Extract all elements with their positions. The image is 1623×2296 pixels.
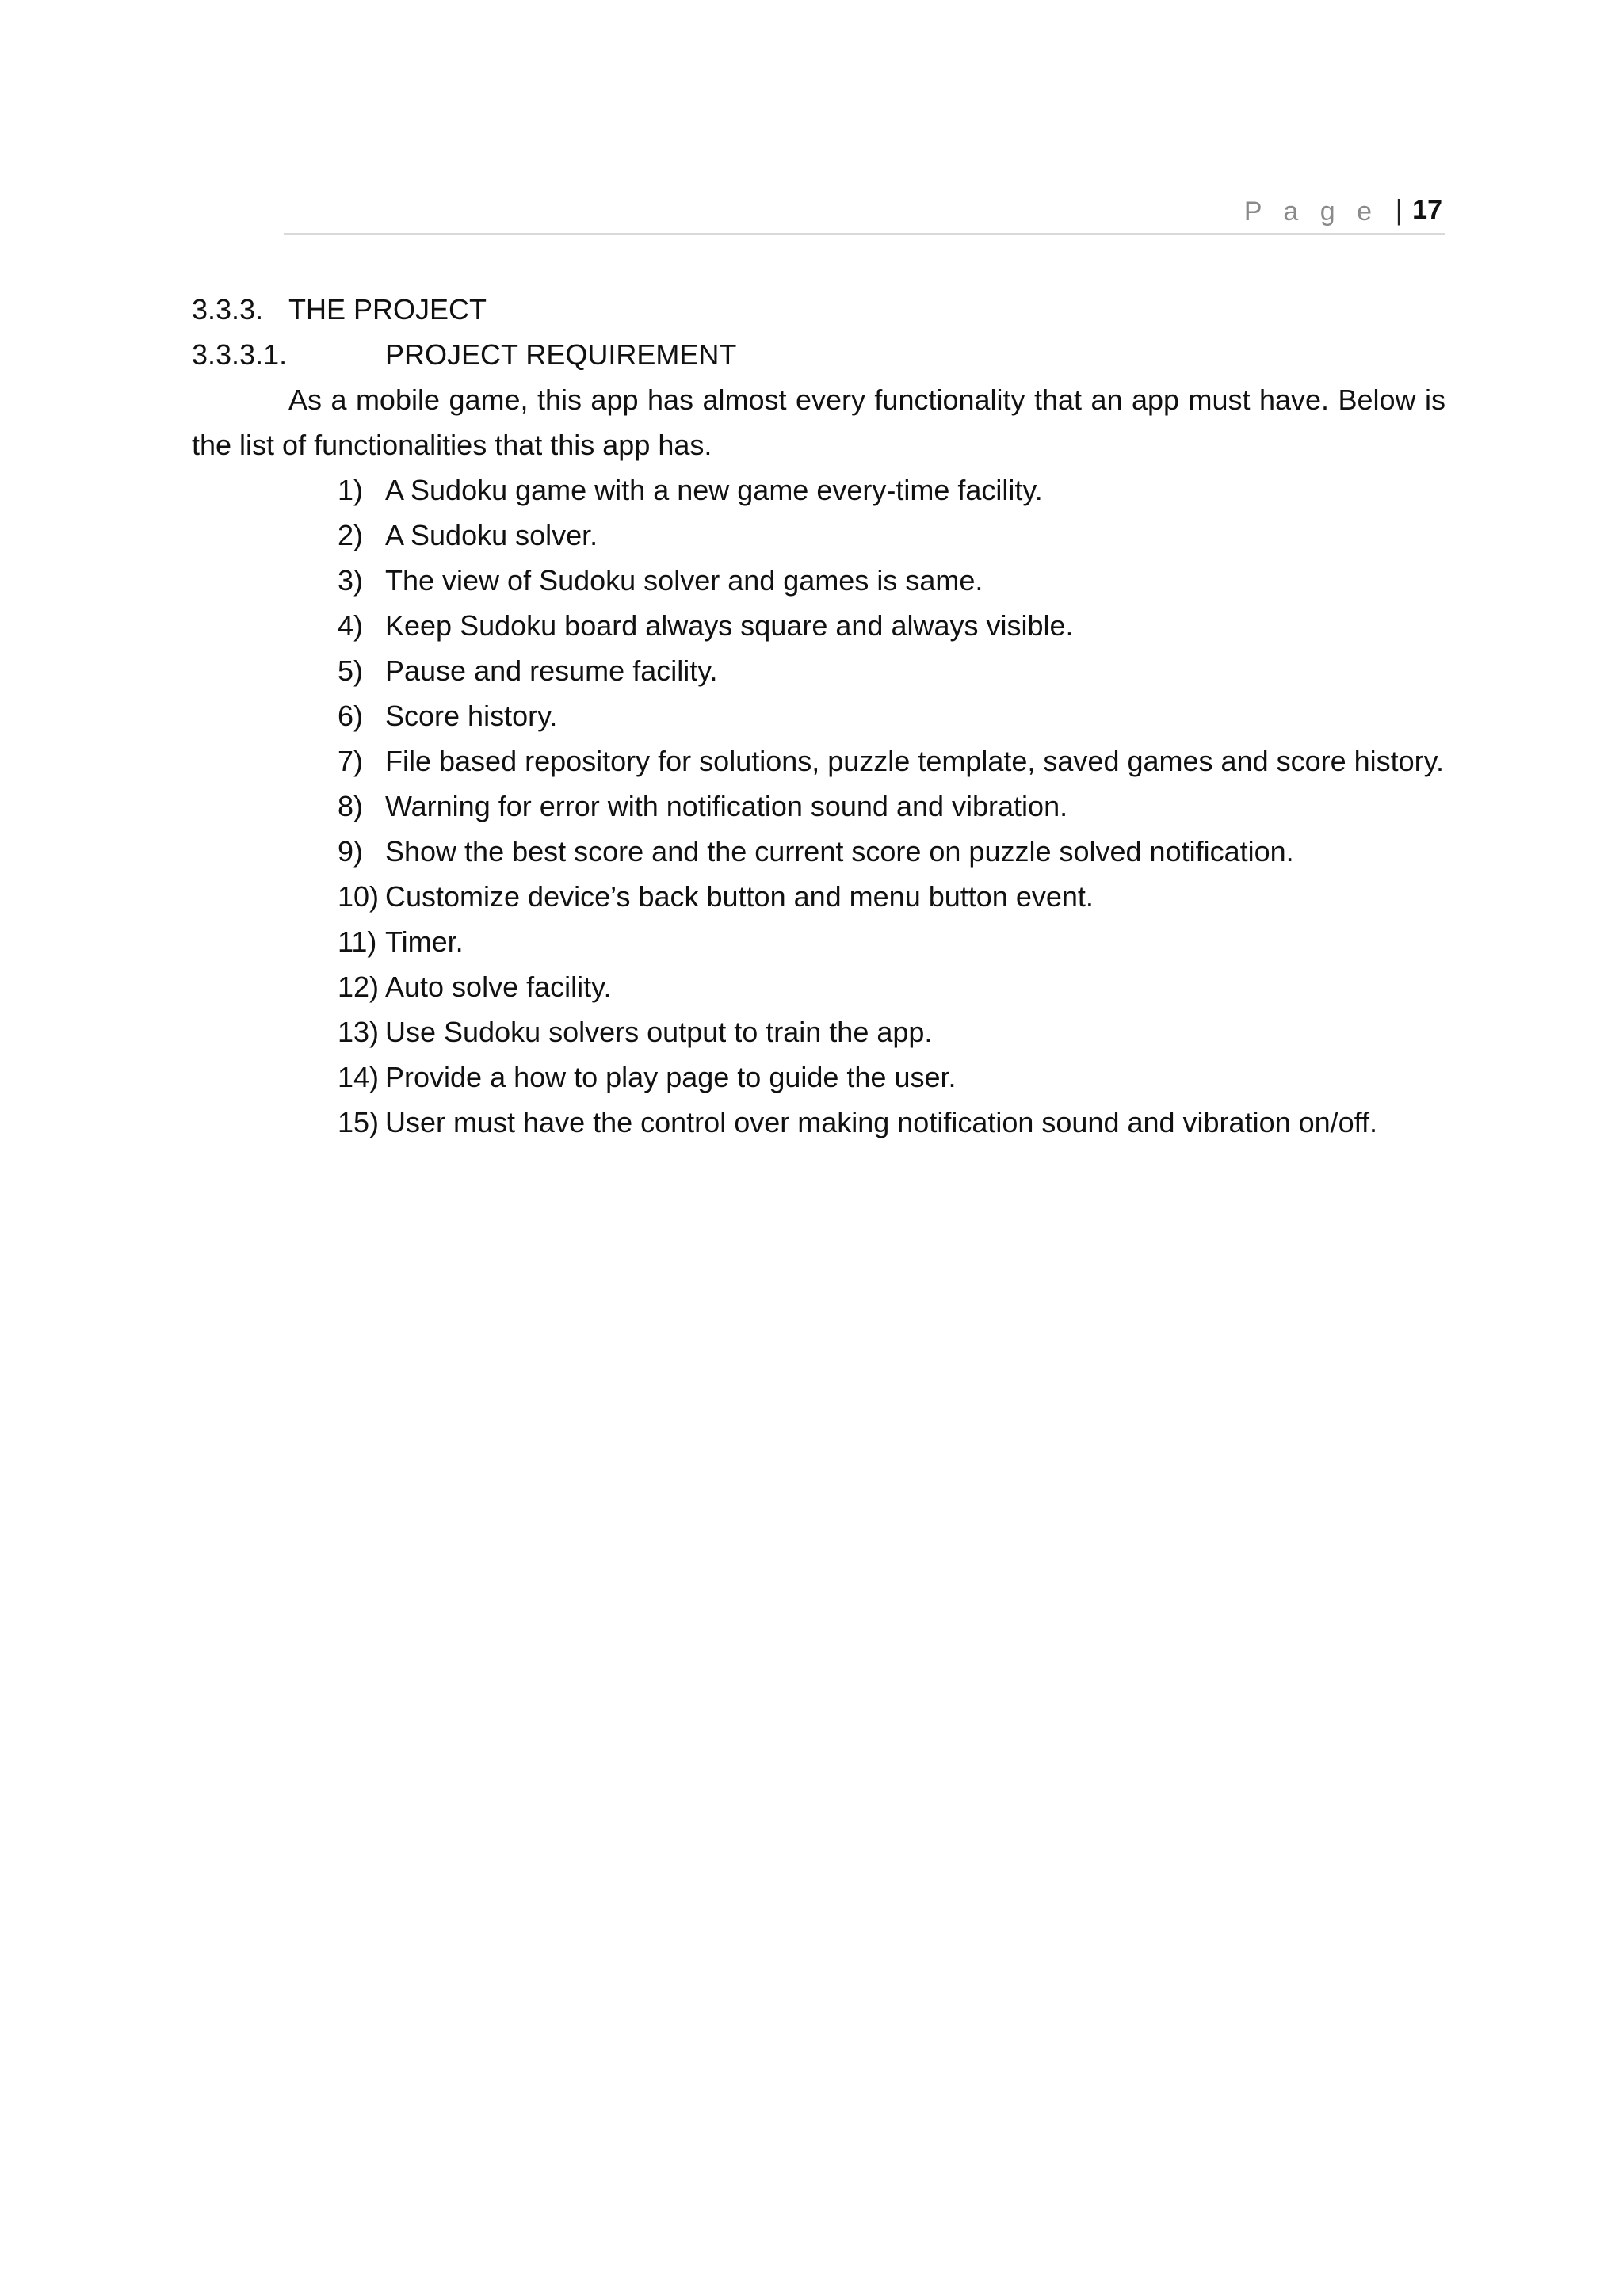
list-item-text: Pause and resume facility.	[385, 654, 718, 687]
list-item-number: 2)	[338, 519, 364, 551]
section-heading	[192, 287, 1445, 332]
list-item-text: Provide a how to play page to guide the user.	[385, 1061, 957, 1093]
page-label: P a g e	[1243, 196, 1379, 227]
list-item-number: 14)	[338, 1061, 380, 1093]
list-item	[338, 558, 1445, 603]
subsection-title: PROJECT REQUIREMENT	[385, 338, 737, 371]
list-item-text: Show the best score and the current score on puzzle solved notification.	[385, 835, 1294, 868]
list-item	[338, 648, 1445, 693]
list-item-text: User must have the control over making notification sound and vibration on/off.	[385, 1106, 1378, 1138]
section-number: 3.3.3.	[192, 293, 264, 326]
list-item-number: 5)	[338, 654, 364, 687]
list-item-text: Customize device’s back button and menu button event.	[385, 880, 1094, 913]
list-item	[338, 467, 1445, 513]
list-item-number: 12)	[338, 971, 380, 1003]
subsection-number: 3.3.3.1.	[192, 338, 288, 371]
list-item-text: Timer.	[385, 925, 464, 958]
section-title: THE PROJECT	[288, 293, 487, 326]
list-item-number: 4)	[338, 609, 364, 642]
list-item-number: 3)	[338, 564, 364, 597]
intro-paragraph: As a mobile game, this app has almost every functionality that an app must have. Below is the list of functionalities that this app has.	[192, 383, 1445, 461]
list-item	[338, 784, 1445, 829]
list-item-number: 11)	[338, 925, 377, 958]
list-item-number: 10)	[338, 880, 380, 913]
page-separator: |	[1395, 193, 1403, 226]
list-item	[338, 829, 1445, 874]
list-item-number: 1)	[338, 474, 364, 506]
page-number: 17	[1412, 195, 1442, 225]
list-item-number: 15)	[338, 1106, 380, 1138]
subsection-heading	[192, 332, 1445, 377]
list-item	[338, 513, 1445, 558]
list-item	[338, 874, 1445, 919]
list-item	[338, 964, 1445, 1009]
list-item	[338, 1100, 1445, 1145]
list-item-text: Auto solve facility.	[385, 971, 612, 1003]
list-item-text: A Sudoku solver.	[385, 519, 598, 551]
list-item	[338, 919, 1445, 964]
list-item	[338, 738, 1445, 784]
list-item-number: 13)	[338, 1016, 380, 1048]
list-item-number: 7)	[338, 745, 364, 777]
requirements-list	[192, 467, 1445, 1145]
list-item	[338, 603, 1445, 648]
list-item-number: 6)	[338, 700, 364, 732]
list-item	[338, 1009, 1445, 1055]
list-item-text: Score history.	[385, 700, 558, 732]
list-item-number: 9)	[338, 835, 364, 868]
list-item-text: The view of Sudoku solver and games is same.	[385, 564, 983, 597]
page-header	[284, 189, 1445, 235]
list-item	[338, 693, 1445, 738]
list-item-text: File based repository for solutions, puzzle template, saved games and score history.	[385, 745, 1444, 777]
list-item-text: Use Sudoku solvers output to train the app.	[385, 1016, 933, 1048]
list-item-number: 8)	[338, 790, 364, 822]
list-item-text: Warning for error with notification sound and vibration.	[385, 790, 1068, 822]
list-item	[338, 1055, 1445, 1100]
list-item-text: Keep Sudoku board always square and always visible.	[385, 609, 1074, 642]
list-item-text: A Sudoku game with a new game every-time facility.	[385, 474, 1043, 506]
document-body	[192, 287, 1445, 1145]
